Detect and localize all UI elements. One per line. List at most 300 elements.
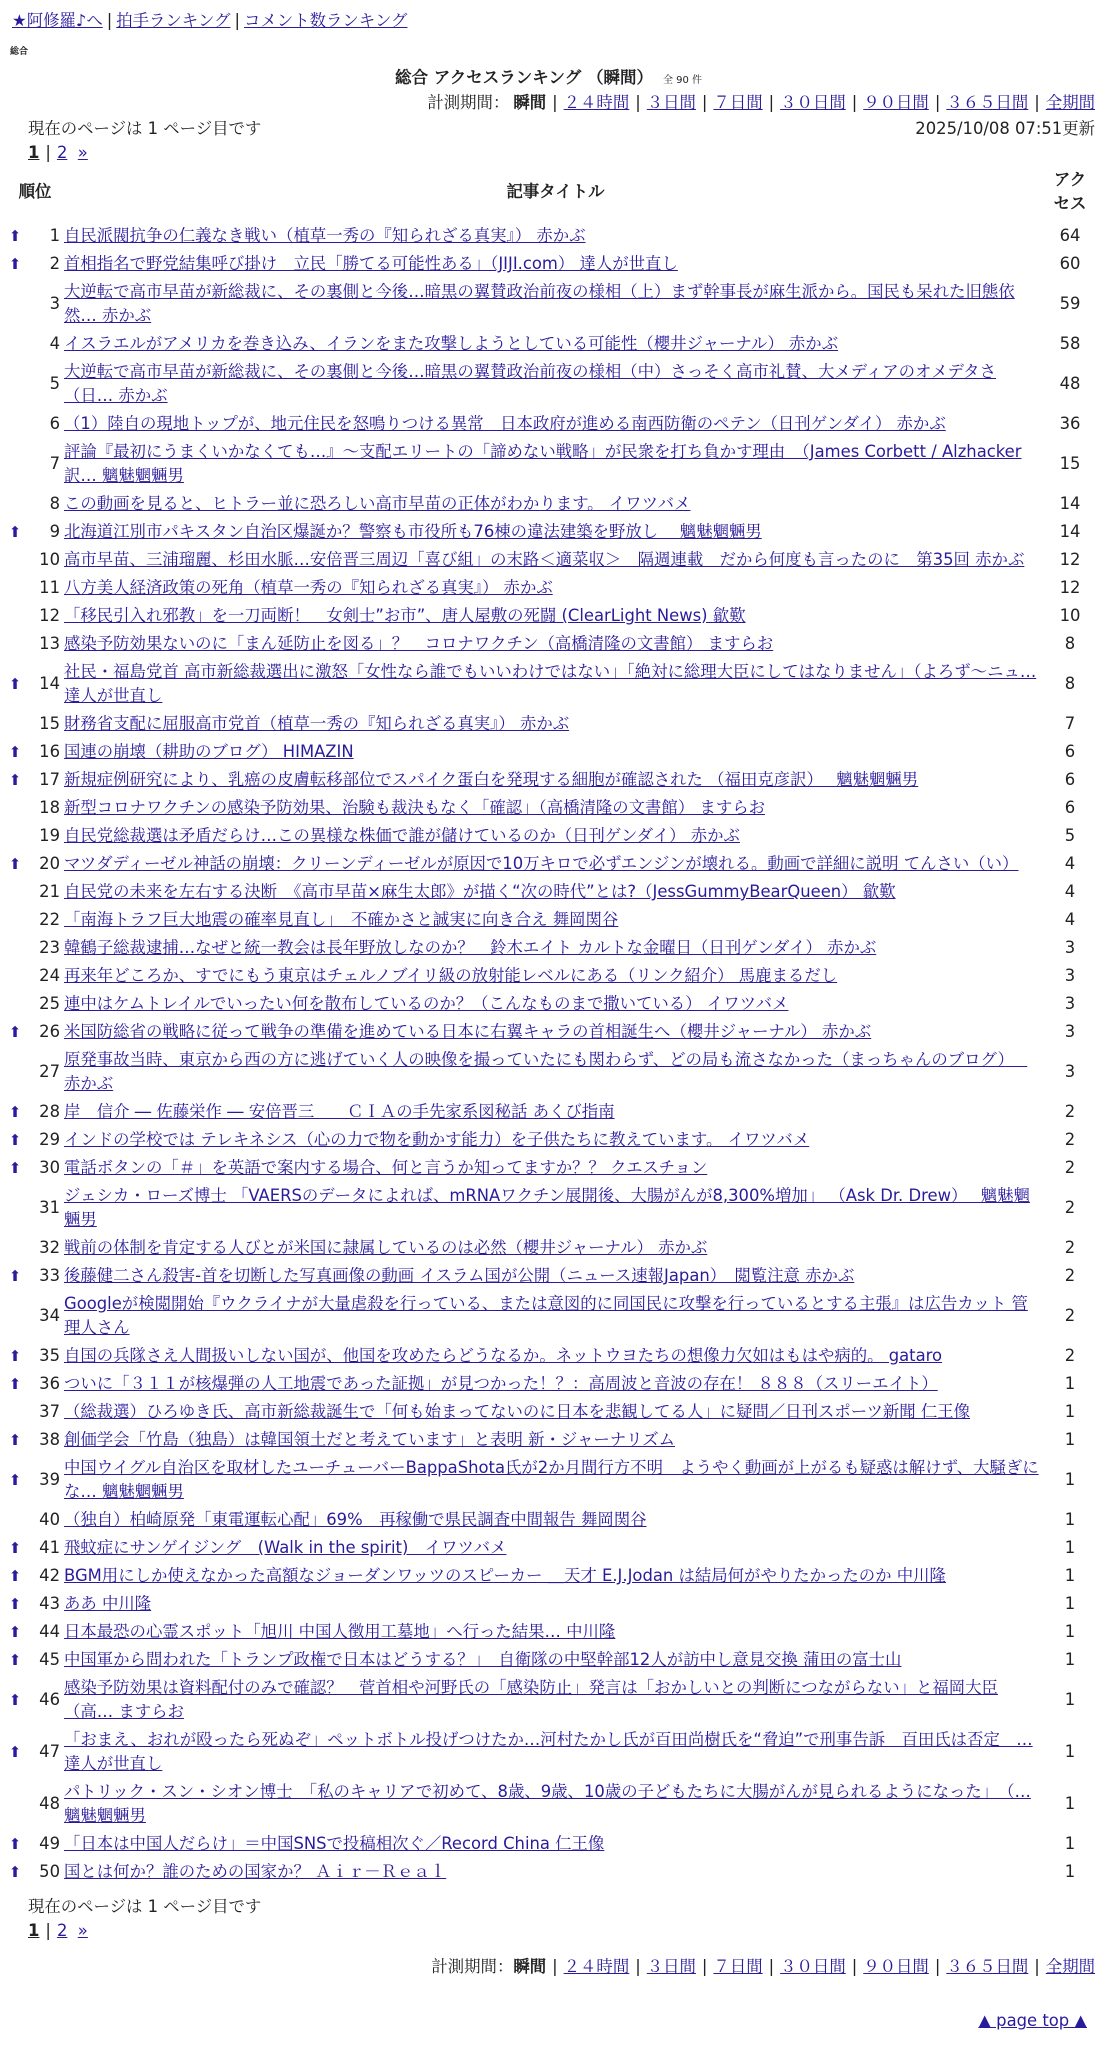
article-link[interactable]: 中国軍から問われた「トランプ政権で日本はどうする？」 自衛隊の中堅幹部12人が訪中し意見交換 蒲田の富士山 — [64, 1650, 902, 1669]
rank-number: 41 — [39, 1538, 60, 1557]
access-count: 3 — [1064, 994, 1076, 1013]
rank-number: 21 — [39, 882, 60, 901]
arrow-cell — [6, 330, 24, 358]
rank-number: 37 — [39, 1402, 60, 1421]
title-cell — [64, 546, 1047, 574]
arrow-cell — [6, 1618, 24, 1646]
arrow-cell — [6, 358, 24, 410]
title-cell — [64, 962, 1047, 990]
up-arrow-icon: ⬆ — [8, 1431, 22, 1449]
table-row — [6, 906, 1093, 934]
title-cell — [64, 1370, 1047, 1398]
article-link[interactable]: 連中はケムトレイルでいったい何を散布しているのか？（こんなものまで撒いている） イワツバメ — [64, 994, 789, 1013]
article-link[interactable]: 「南海トラフ巨大地震の確率見直し」 不確かさと誠実に向き合え 舞岡関谷 — [64, 910, 619, 929]
arrow-cell — [6, 574, 24, 602]
article-link[interactable]: 自国の兵隊さえ人間扱いしない国が、他国を攻めたらどうなるか。ネットウヨたちの想像力欠如はもはや病的。 gataro — [64, 1346, 943, 1365]
table-row — [6, 822, 1093, 850]
table-row — [6, 490, 1093, 518]
table-row — [6, 250, 1093, 278]
article-link[interactable]: 八方美人経済政策の死角（植草一秀の『知られざる真実』） 赤かぶ — [64, 578, 553, 597]
period-3d[interactable]: ３日間 — [646, 93, 696, 112]
period-24h[interactable]: ２４時間 — [563, 93, 630, 112]
table-row — [6, 222, 1093, 250]
article-link[interactable]: Googleが検閲開始『ウクライナが大量虐殺を行っている、または意図的に同国民に攻撃を行っているとする主張』は広告カット 管理人さん — [64, 1294, 1028, 1337]
title-cell — [64, 278, 1047, 330]
period-current-instant-bottom: 瞬間 — [513, 1957, 547, 1976]
period-3d-bottom[interactable]: ３日間 — [646, 1957, 696, 1976]
up-arrow-icon: ⬆ — [8, 1375, 22, 1393]
rank-number: 15 — [39, 714, 60, 733]
title-cell — [64, 1534, 1047, 1562]
access-count: 15 — [1059, 454, 1081, 473]
header-rank: 順位 — [18, 182, 52, 201]
title-cell — [64, 1506, 1047, 1534]
up-arrow-icon: ⬆ — [8, 1623, 22, 1641]
rank-number: 32 — [39, 1238, 60, 1257]
article-link[interactable]: インドの学校では テレキネシス（心の力で物を動かす能力）を子供たちに教えています。 イワツバメ — [64, 1130, 810, 1149]
title-cell — [64, 1726, 1047, 1778]
arrow-cell — [6, 794, 24, 822]
title-cell — [64, 1858, 1047, 1886]
arrow-cell — [6, 1290, 24, 1342]
article-link[interactable]: 首相指名で野党結集呼び掛け 立民「勝てる可能性ある」（JIJI.com） 達人が世直し — [64, 254, 678, 273]
table-row — [6, 1426, 1093, 1454]
title-cell — [64, 906, 1047, 934]
title-cell — [64, 822, 1047, 850]
pager-next-bottom[interactable]: » — [77, 1921, 88, 1940]
table-row — [6, 990, 1093, 1018]
access-count: 2 — [1064, 1130, 1076, 1149]
up-arrow-icon: ⬆ — [8, 1651, 22, 1669]
article-link[interactable]: 中国ウイグル自治区を取材したユーチューバーBappaShota氏が2か月間行方不明 ようやく動画が上がるも疑惑は解けず、大騒ぎにな… 魑魅魍魎男 — [64, 1458, 1039, 1501]
access-count: 1 — [1064, 1510, 1076, 1529]
access-count: 2 — [1064, 1238, 1076, 1257]
arrow-cell — [6, 1370, 24, 1398]
up-arrow-icon: ⬆ — [8, 1691, 22, 1709]
page-title: 総合 アクセスランキング （瞬間） — [394, 68, 653, 87]
period-365d[interactable]: ３６５日間 — [946, 93, 1029, 112]
article-link[interactable]: 原発事故当時、東京から西の方に逃げていく人の映像を撮っていたにも関わらず、どの局も流さなかった（まっちゃんのブログ） 赤かぶ — [64, 1050, 1028, 1093]
title-cell — [64, 574, 1047, 602]
article-link[interactable]: 自民党の未来を左右する決断 《高市早苗×麻生太郎》が描く“次の時代”とは?（JessGummyBearQueen） 歙歎 — [64, 882, 896, 901]
title-cell — [64, 850, 1047, 878]
arrow-cell — [6, 1778, 24, 1830]
article-link[interactable]: 北海道江別市パキスタン自治区爆誕か？警察も市役所も76棟の違法建築を野放し 魑魅魍魎男 — [64, 522, 762, 541]
table-row — [6, 710, 1093, 738]
rank-number: 1 — [49, 226, 60, 245]
access-count: 8 — [1064, 634, 1076, 653]
article-link[interactable]: 米国防総省の戦略に従って戦争の準備を進めている日本に右翼キャラの首相誕生へ（櫻井ジャーナル） 赤かぶ — [64, 1022, 872, 1041]
access-count: 59 — [1059, 294, 1081, 313]
period-7d[interactable]: ７日間 — [713, 93, 763, 112]
rank-number: 47 — [39, 1742, 60, 1761]
up-arrow-icon: ⬆ — [8, 1539, 22, 1557]
period-label-bottom: 計測期間： — [431, 1957, 514, 1976]
access-count: 8 — [1064, 674, 1076, 693]
title-cell — [64, 934, 1047, 962]
arrow-cell — [6, 1534, 24, 1562]
table-row — [6, 574, 1093, 602]
title-cell — [64, 1562, 1047, 1590]
article-link[interactable]: 財務省支配に屈服高市党首（植草一秀の『知られざる真実』） 赤かぶ — [64, 714, 570, 733]
article-link[interactable]: 評論『最初にうまくいかなくても…』〜支配エリートの「諦めない戦略」が民衆を打ち負かす理由 （James Corbett / Alzhacker訳… 魑魅魍魎男 — [64, 442, 1022, 485]
access-count: 2 — [1064, 1346, 1076, 1365]
arrow-cell — [6, 766, 24, 794]
table-row — [6, 1590, 1093, 1618]
arrow-cell — [6, 1046, 24, 1098]
link-comment-ranking[interactable]: コメント数ランキング — [244, 11, 408, 30]
rank-number: 46 — [39, 1690, 60, 1709]
rank-number: 29 — [39, 1130, 60, 1149]
arrow-cell — [6, 1674, 24, 1726]
rank-number: 44 — [39, 1622, 60, 1641]
article-link[interactable]: 新規症例研究により、乳癌の皮膚転移部位でスパイク蛋白を発現する細胞が確認された （福田克彦訳） 魑魅魍魎男 — [64, 770, 919, 789]
arrow-cell — [6, 1126, 24, 1154]
up-arrow-icon: ⬆ — [8, 1347, 22, 1365]
arrow-cell — [6, 1262, 24, 1290]
rank-number: 6 — [49, 414, 60, 433]
section-tag: 総合 — [10, 47, 29, 57]
arrow-cell — [6, 278, 24, 330]
up-arrow-icon: ⬆ — [8, 255, 22, 273]
article-link[interactable]: 飛蚊症にサンゲイジング (Walk in the spirit) イワツバメ — [64, 1538, 507, 1557]
article-link[interactable]: 国とは何か？誰のための国家か？ Ａｉｒ－Ｒｅａｌ — [64, 1862, 447, 1881]
period-selector-top: 計測期間： 瞬間 | ２４時間 | ３日間 | ７日間 | ３０日間 | ９０日間 | ３６５日間 | 全期間 — [427, 93, 1095, 112]
rank-number: 43 — [39, 1594, 60, 1613]
period-365d-bottom[interactable]: ３６５日間 — [946, 1957, 1029, 1976]
article-link[interactable]: 日本最恐の心霊スポット「旭川 中国人徴用工墓地」へ行った結果… 中川隆 — [64, 1622, 616, 1641]
title-cell — [64, 710, 1047, 738]
article-link[interactable]: 再来年どころか、すでにもう東京はチェルノブイリ級の放射能レベルにある（リンク紹介） 馬鹿まるだし — [64, 966, 838, 985]
header-title: 記事タイトル — [506, 182, 605, 201]
rank-number: 20 — [39, 854, 60, 873]
rank-number: 14 — [39, 674, 60, 693]
table-row — [6, 1290, 1093, 1342]
access-count: 3 — [1064, 1022, 1076, 1041]
period-90d-bottom[interactable]: ９０日間 — [863, 1957, 929, 1976]
rank-number: 27 — [39, 1062, 60, 1081]
arrow-cell — [6, 1018, 24, 1046]
rank-number: 48 — [39, 1794, 60, 1813]
rank-number: 23 — [39, 938, 60, 957]
access-count: 1 — [1064, 1794, 1076, 1813]
table-row — [6, 1370, 1093, 1398]
current-page-text: 現在のページは 1 ページ目です — [28, 119, 262, 138]
pager-current-bottom: 1 — [28, 1921, 40, 1940]
page-title-row — [0, 58, 1097, 90]
period-30d[interactable]: ３０日間 — [780, 93, 846, 112]
arrow-cell — [6, 1726, 24, 1778]
title-cell — [64, 358, 1047, 410]
page-top-area — [0, 1980, 1097, 2034]
title-cell — [64, 1426, 1047, 1454]
table-row — [6, 1726, 1093, 1778]
pager-page-2[interactable]: 2 — [56, 143, 68, 162]
table-row — [6, 1506, 1093, 1534]
title-cell — [64, 658, 1047, 710]
access-count: 1 — [1064, 1402, 1076, 1421]
title-cell — [64, 1618, 1047, 1646]
title-cell — [64, 330, 1047, 358]
table-row — [6, 962, 1093, 990]
rank-number: 40 — [39, 1510, 60, 1529]
rank-number: 16 — [39, 742, 60, 761]
title-cell — [64, 602, 1047, 630]
title-cell — [64, 250, 1047, 278]
article-link[interactable]: BGM用にしか使えなかった高額なジョーダンワッツのスピーカー ＿天才 E.J.Jodan は結局何がやりたかったのか 中川隆 — [64, 1566, 946, 1585]
up-arrow-icon: ⬆ — [8, 771, 22, 789]
rank-number: 9 — [49, 522, 60, 541]
article-link[interactable]: 大逆転で高市早苗が新総裁に、その裏側と今後…暗黒の翼賛政治前夜の様相（中）さっそく高市礼賛、大メディアのオメデタさ（日… 赤かぶ — [64, 362, 996, 405]
up-arrow-icon: ⬆ — [8, 1471, 22, 1489]
title-cell — [64, 1182, 1047, 1234]
table-row — [6, 794, 1093, 822]
article-link[interactable]: 高市早苗、三浦瑠麗、杉田水脈…安倍晋三周辺「喜び組」の末路＜適菜収＞ 隔週連載 だから何度も言ったのに 第35回 赤かぶ — [64, 550, 1025, 569]
arrow-cell — [6, 1098, 24, 1126]
arrow-cell — [6, 1454, 24, 1506]
access-count: 36 — [1059, 414, 1081, 433]
arrow-cell — [6, 438, 24, 490]
article-link[interactable]: ああ 中川隆 — [64, 1594, 152, 1613]
access-count: 2 — [1064, 1198, 1076, 1217]
article-link[interactable]: （総裁選）ひろゆき氏、高市新総裁誕生で「何も始まってないのに日本を悲観してる人」に疑問／日刊スポーツ新聞 仁王像 — [64, 1402, 971, 1421]
page-info-bottom — [0, 1894, 1097, 1920]
arrow-cell — [6, 1234, 24, 1262]
arrow-cell — [6, 962, 24, 990]
period-all-bottom[interactable]: 全期間 — [1045, 1957, 1095, 1976]
up-arrow-icon: ⬆ — [8, 743, 22, 761]
table-row — [6, 1018, 1093, 1046]
table-row — [6, 1098, 1093, 1126]
period-24h-bottom[interactable]: ２４時間 — [563, 1957, 630, 1976]
arrow-cell — [6, 518, 24, 546]
rank-number: 10 — [39, 550, 60, 569]
table-row — [6, 1830, 1093, 1858]
arrow-cell — [6, 906, 24, 934]
title-cell — [64, 1778, 1047, 1830]
updated-time: 2025/10/08 07:51更新 — [915, 119, 1095, 138]
table-row — [6, 850, 1093, 878]
header-access: アクセス — [1053, 170, 1087, 213]
article-link[interactable]: 社民・福島党首 高市新総裁選出に激怒「女性なら誰でもいいわけではない」「絶対に総理大臣にしてはなりません」（よろず〜ニュ… 達人が世直し — [64, 662, 1037, 705]
article-link[interactable]: 創価学会「竹島（独島）は韓国領土だと考えています」と表明 新・ジャーナリズム — [64, 1430, 676, 1449]
pager-page-2-bottom[interactable]: 2 — [56, 1921, 68, 1940]
arrow-cell — [6, 1398, 24, 1426]
pager-next[interactable]: » — [77, 143, 88, 162]
article-link[interactable]: 戦前の体制を肯定する人びとが米国に隷属しているのは必然（櫻井ジャーナル） 赤かぶ — [64, 1238, 708, 1257]
article-link[interactable]: ついに「３１１が核爆弾の人工地震であった証拠」が見つかった！？：高周波と音波の存在！ ８８８（スリーエイト） — [64, 1374, 938, 1393]
period-90d[interactable]: ９０日間 — [863, 93, 929, 112]
title-cell — [64, 794, 1047, 822]
access-count: 10 — [1059, 606, 1081, 625]
table-row — [6, 1618, 1093, 1646]
rank-number: 38 — [39, 1430, 60, 1449]
article-link[interactable]: 自民派閥抗争の仁義なき戦い（植草一秀の『知られざる真実』） 赤かぶ — [64, 226, 586, 245]
period-label: 計測期間： — [427, 93, 510, 112]
access-count: 64 — [1059, 226, 1081, 245]
up-arrow-icon: ⬆ — [8, 1567, 22, 1585]
title-cell — [64, 878, 1047, 906]
article-link[interactable]: 感染予防効果は資料配付のみで確認？ 菅首相や河野氏の「感染防止」発言は「おかしいとの判断につながらない」と福岡大臣（高… ますらお — [64, 1678, 998, 1721]
link-asyura-home[interactable]: ★阿修羅♪へ — [12, 11, 103, 30]
period-all[interactable]: 全期間 — [1045, 93, 1095, 112]
arrow-cell — [6, 1506, 24, 1534]
title-cell — [64, 1046, 1047, 1098]
rank-number: 35 — [39, 1346, 60, 1365]
article-link[interactable]: 「移民引入れ邪教」を一刀両断！ 女剣士”お市”、唐人屋敷の死闘 (ClearLight News) 歙歎 — [64, 606, 746, 625]
table-row — [6, 438, 1093, 490]
access-count: 12 — [1059, 550, 1081, 569]
up-arrow-icon: ⬆ — [8, 1131, 22, 1149]
arrow-cell — [6, 1426, 24, 1454]
rank-number: 36 — [39, 1374, 60, 1393]
table-row — [6, 878, 1093, 906]
access-count: 3 — [1064, 1062, 1076, 1081]
title-cell — [64, 490, 1047, 518]
access-count: 1 — [1064, 1470, 1076, 1489]
period-selector-bottom: 計測期間：瞬間 | ２４時間 | ３日間 | ７日間 | ３０日間 | ９０日間 | ３６５日間 | 全期間 — [431, 1957, 1095, 1976]
article-link[interactable]: 「日本は中国人だらけ」＝中国SNSで投稿相次ぐ／Record China 仁王像 — [64, 1834, 605, 1853]
access-count: 1 — [1064, 1566, 1076, 1585]
title-cell — [64, 1342, 1047, 1370]
page-top-link[interactable]: ▲ page top ▲ — [978, 2011, 1087, 2030]
article-link[interactable]: 後藤健二さん殺害-首を切断した写真画像の動画 イスラム国が公開（ニュース速報Japan） 閲覧注意 赤かぶ — [64, 1266, 855, 1285]
arrow-cell — [6, 934, 24, 962]
table-row — [6, 630, 1093, 658]
article-link[interactable]: イスラエルがアメリカを巻き込み、イランをまた攻撃しようとしている可能性（櫻井ジャーナル） 赤かぶ — [64, 334, 839, 353]
arrow-cell — [6, 878, 24, 906]
title-cell — [64, 738, 1047, 766]
table-row — [6, 602, 1093, 630]
title-cell — [64, 1018, 1047, 1046]
table-row — [6, 358, 1093, 410]
rank-number: 39 — [39, 1470, 60, 1489]
article-link[interactable]: 「おまえ、おれが殴ったら死ぬぞ」ペットボトル投げつけたか…河村たかし氏が百田尚樹氏を“脅迫”で刑事告訴 百田氏は否定 … 達人が世直し — [64, 1730, 1033, 1773]
access-count: 4 — [1064, 910, 1076, 929]
rank-number: 45 — [39, 1650, 60, 1669]
access-count: 1 — [1064, 1742, 1076, 1761]
arrow-cell — [6, 1646, 24, 1674]
arrow-cell — [6, 1858, 24, 1886]
rank-number: 5 — [49, 374, 60, 393]
article-link[interactable]: 韓鶴子総裁逮捕…なぜと統一教会は長年野放しなのか？ 鈴木エイト カルトな金曜日（日刊ゲンダイ） 赤かぶ — [64, 938, 877, 957]
table-row — [6, 1046, 1093, 1098]
table-row — [6, 1454, 1093, 1506]
access-count: 2 — [1064, 1306, 1076, 1325]
article-link[interactable]: ジェシカ・ローズ博士 「VAERSのデータによれば、mRNAワクチン展開後、大腸がんが8,300%増加」 （Ask Dr. Drew） 魑魅魍魎男 — [64, 1186, 1030, 1229]
table-header-row — [6, 164, 1093, 222]
table-row — [6, 410, 1093, 438]
table-row — [6, 766, 1093, 794]
table-row — [6, 1342, 1093, 1370]
ranking-body — [6, 222, 1093, 1886]
access-count: 1 — [1064, 1690, 1076, 1709]
arrow-cell — [6, 630, 24, 658]
rank-number: 13 — [39, 634, 60, 653]
arrow-cell — [6, 1342, 24, 1370]
table-row — [6, 330, 1093, 358]
arrow-cell — [6, 990, 24, 1018]
period-7d-bottom[interactable]: ７日間 — [713, 1957, 763, 1976]
access-count: 4 — [1064, 854, 1076, 873]
article-link[interactable]: 電話ボタンの「＃」を英語で案内する場合、何と言うか知ってますか？？ クエスチョン — [64, 1158, 708, 1177]
up-arrow-icon: ⬆ — [8, 675, 22, 693]
access-count: 4 — [1064, 882, 1076, 901]
rank-number: 17 — [39, 770, 60, 789]
period-30d-bottom[interactable]: ３０日間 — [780, 1957, 846, 1976]
rank-number: 30 — [39, 1158, 60, 1177]
arrow-cell — [6, 710, 24, 738]
arrow-cell — [6, 1562, 24, 1590]
article-link[interactable]: 大逆転で高市早苗が新総裁に、その裏側と今後…暗黒の翼賛政治前夜の様相（上）まず幹事長が麻生派から。国民も呆れた旧態依然… 赤かぶ — [64, 282, 1015, 325]
title-cell — [64, 410, 1047, 438]
arrow-cell — [6, 1830, 24, 1858]
article-link[interactable]: （独自）柏崎原発「東電運転心配」69% 再稼働で県民調査中間報告 舞岡関谷 — [64, 1510, 647, 1529]
table-row — [6, 1398, 1093, 1426]
rank-number: 12 — [39, 606, 60, 625]
title-cell — [64, 1262, 1047, 1290]
rank-number: 24 — [39, 966, 60, 985]
arrow-cell — [6, 410, 24, 438]
rank-number: 28 — [39, 1102, 60, 1121]
access-count: 14 — [1059, 522, 1081, 541]
article-link[interactable]: 国連の崩壊（耕助のブログ） HIMAZIN — [64, 742, 354, 761]
rank-number: 31 — [39, 1198, 60, 1217]
arrow-cell — [6, 658, 24, 710]
access-count: 1 — [1064, 1374, 1076, 1393]
total-count: 全 90 件 — [662, 75, 703, 86]
title-cell — [64, 1290, 1047, 1342]
up-arrow-icon: ⬆ — [8, 1103, 22, 1121]
rank-number: 19 — [39, 826, 60, 845]
pager-top: 1 | 2 » — [28, 143, 88, 162]
article-link[interactable]: パトリック・スン・シオン博士 「私のキャリアで初めて、8歳、9歳、10歳の子どもたちに大腸がんが見られるようになった」 （… 魑魅魍魎男 — [64, 1782, 1031, 1825]
table-row — [6, 1154, 1093, 1182]
up-arrow-icon: ⬆ — [8, 1159, 22, 1177]
rank-number: 34 — [39, 1306, 60, 1325]
table-row — [6, 1262, 1093, 1290]
rank-number: 50 — [39, 1862, 60, 1881]
article-link[interactable]: 感染予防効果ないのに「まん延防止を図る」？ コロナワクチン（高橋清隆の文書館） ますらお — [64, 634, 774, 653]
rank-number: 2 — [49, 254, 60, 273]
arrow-cell — [6, 1590, 24, 1618]
pager-current: 1 — [28, 143, 40, 162]
article-link[interactable]: 自民党総裁選は矛盾だらけ…この異様な株価で誰が儲けているのか（日刊ゲンダイ） 赤かぶ — [64, 826, 740, 845]
table-row — [6, 1234, 1093, 1262]
article-link[interactable]: （1）陸自の現地トップが、地元住民を怒鳴りつける異常 日本政府が進める南西防衛のペテン（日刊ゲンダイ） 赤かぶ — [64, 414, 946, 433]
title-cell — [64, 1674, 1047, 1726]
current-page-text-bottom: 現在のページは 1 ページ目です — [28, 1897, 262, 1916]
access-count: 7 — [1064, 714, 1076, 733]
rank-number: 8 — [49, 494, 60, 513]
access-count: 6 — [1064, 798, 1076, 817]
title-cell — [64, 1454, 1047, 1506]
rank-number: 7 — [49, 454, 60, 473]
period-current-instant: 瞬間 — [513, 93, 547, 112]
rank-number: 18 — [39, 798, 60, 817]
article-link[interactable]: 岸 信介 ― 佐藤栄作 ― 安倍晋三 ＣＩＡの手先家系図秘話 あくび指南 — [64, 1102, 615, 1121]
up-arrow-icon: ⬆ — [8, 1835, 22, 1853]
access-count: 1 — [1064, 1622, 1076, 1641]
article-link[interactable]: 新型コロナワクチンの感染予防効果、治験も裁決もなく「確認」（高橋清隆の文書館） ますらお — [64, 798, 765, 817]
article-link[interactable]: この動画を見ると、ヒトラー並に恐ろしい高市早苗の正体がわかります。 イワツバメ — [64, 494, 691, 513]
link-clap-ranking[interactable]: 拍手ランキング — [116, 11, 231, 30]
article-link[interactable]: マツダディーゼル神話の崩壊：クリーンディーゼルが原因で10万キロで必ずエンジンが壊れる。動画で詳細に説明 てんさい（い） — [64, 854, 1019, 873]
rank-number: 49 — [39, 1834, 60, 1853]
arrow-cell — [6, 490, 24, 518]
table-row — [6, 1858, 1093, 1886]
title-cell — [64, 1398, 1047, 1426]
